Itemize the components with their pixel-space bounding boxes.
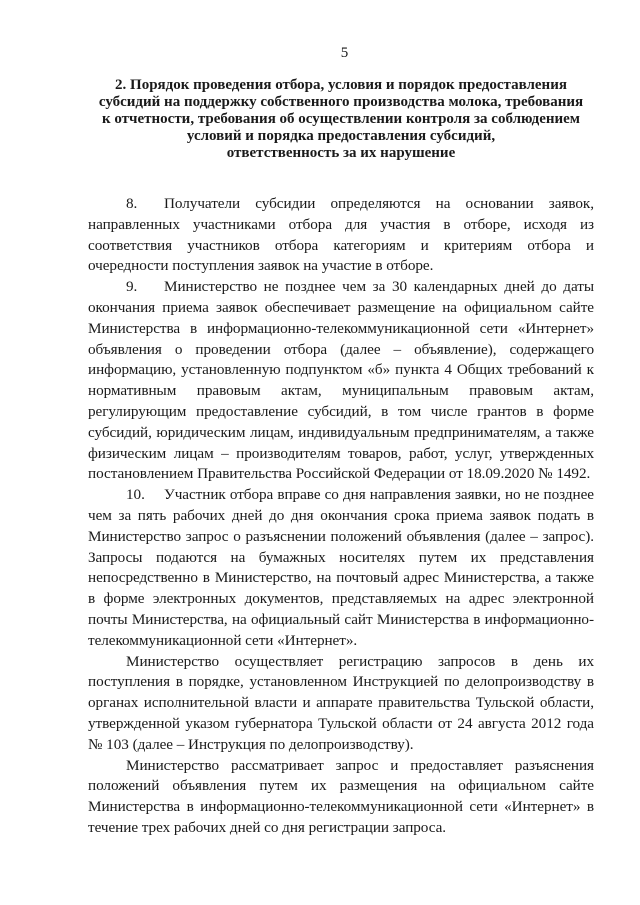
document-page xyxy=(88,44,594,839)
paragraph-text: Участник отбора вправе со дня направления заявки, но не позднее чем за пять рабочих дней до дня окончания срока приема заявок подать в Министерство запрос о разъяснении положений объявления (далее – запрос). Запросы подаются на бумажных носителях путем их представления непосредственно в Министерство, на почтовый адрес Министерства, а также в форме электронных документов, представляемых на адрес электронной почты Министерства, на официальный сайт Министерства в информационно-телекоммуникационной сети «Интернет». xyxy=(88,486,594,649)
page-number: 5 xyxy=(340,45,349,61)
heading-line: условий и порядка предоставления субсидий, xyxy=(186,128,496,144)
paragraph-number: 10. xyxy=(126,486,145,504)
paragraph-10 xyxy=(88,485,594,651)
paragraph-number: 8. xyxy=(126,195,138,212)
paragraph-number: 9. xyxy=(126,278,138,296)
paragraph-9 xyxy=(88,277,594,485)
heading-line: субсидий на поддержку собственного производства молока, требования xyxy=(98,94,584,110)
heading-line: к отчетности, требования об осуществлении контроля за соблюдением xyxy=(101,111,581,127)
paragraph-text: Министерство не позднее чем за 30 календарных дней до даты окончания приема заявок обеспечивает размещение на официальном сайте Министерства в информационно-телекоммуникационной сети «Интернет» объявления о проведении отбора (далее – объявление), содержащего информацию, установленную подпунктом «б» пункта 4 Общих требований к нормативным правовым актам, муниципальным правовым актам, регулирующим предоставление субсидий, в том числе грантов в форме субсидий, юридическим лицам, индивидуальным предпринимателям, а также физическим лицам – производителям товаров, работ, услуг, утвержденных постановлением Правительства Российской Федерации от 18.09.2020 № 1492. xyxy=(88,278,594,483)
heading-line: 2. Порядок проведения отбора, условия и порядок предоставления xyxy=(115,77,567,93)
paragraph-text: Министерство осуществляет регистрацию запросов в день их поступления в порядке, установленном Инструкцией по делопроизводству в органах исполнительной власти и аппарате правительства Тульской области, утвержденной указом губернатора Тульской области от 24 августа 2012 года № 103 (далее – Инструкция по делопроизводству). xyxy=(88,652,594,753)
paragraph-clarification xyxy=(88,756,594,839)
section-heading xyxy=(88,77,594,162)
paragraph-text: Получатели субсидии определяются на основании заявок, направленных участниками отбора для участия в отборе, исходя из соответствия участников отбора категориям и критериям отбора и очередности поступления заявок на участие в отборе. xyxy=(88,195,594,275)
paragraph-registration xyxy=(88,652,594,756)
paragraph-text: Министерство рассматривает запрос и предоставляет разъяснения положений объявления путем их размещения на официальном сайте Министерства в информационно-телекоммуникационной сети «Интернет» в течение трех рабочих дней со дня регистрации запроса. xyxy=(88,756,594,836)
heading-line: ответственность за их нарушение xyxy=(226,145,456,161)
paragraph-8 xyxy=(88,194,594,277)
